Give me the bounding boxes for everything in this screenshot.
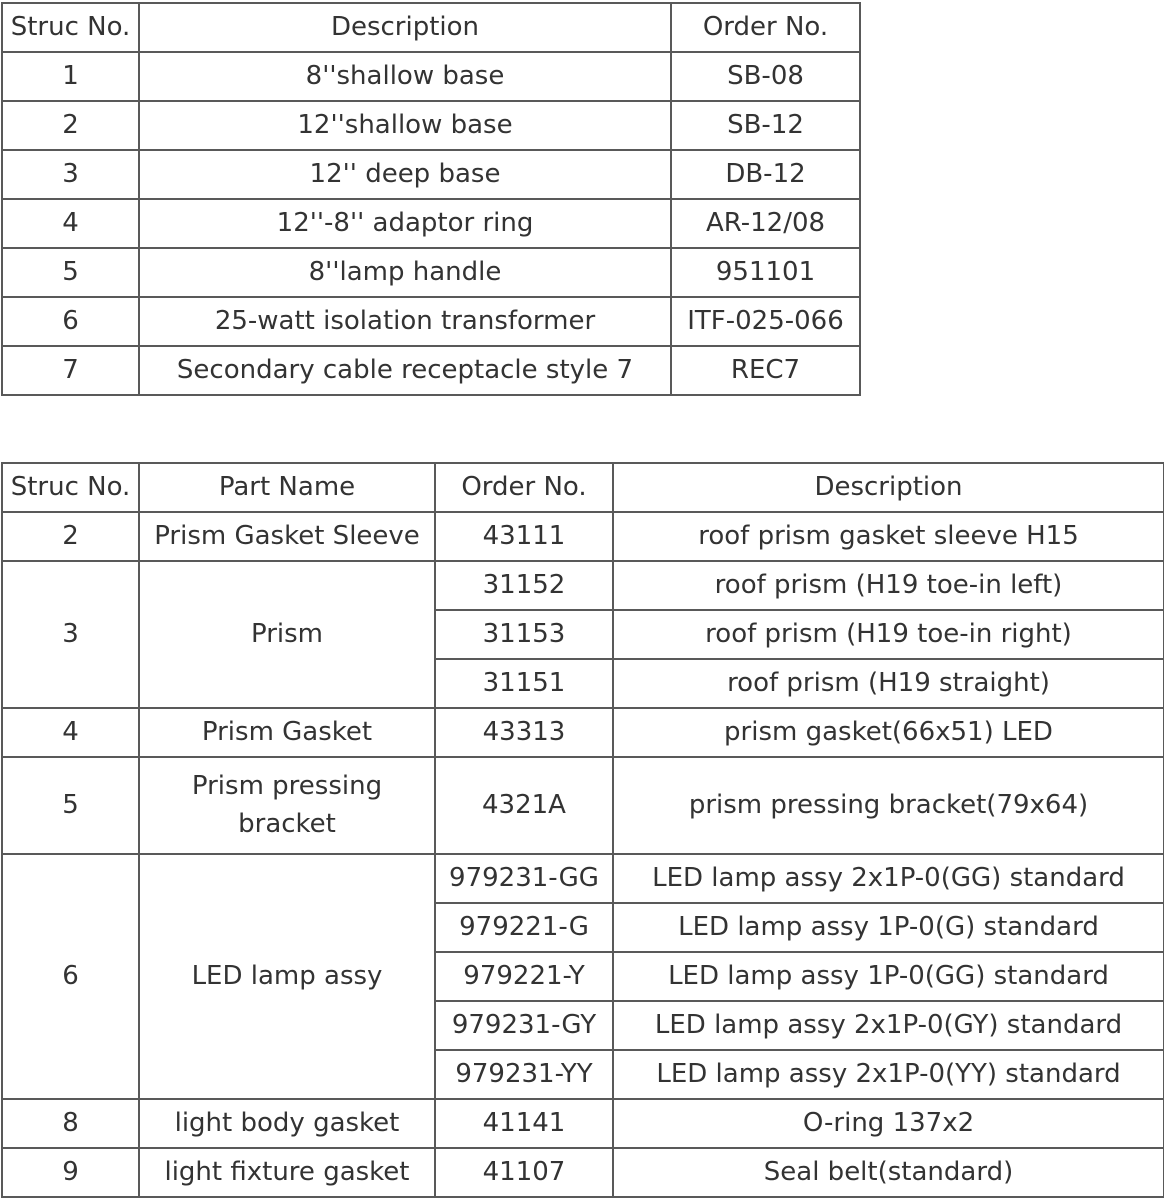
table-header-row xyxy=(2,463,1164,512)
struc-no-cell: 4 xyxy=(2,708,139,757)
column-header-description: Description xyxy=(613,463,1164,512)
table-row xyxy=(2,52,860,101)
part-name-cell: Prism xyxy=(139,561,435,708)
struc-no-cell: 3 xyxy=(2,150,139,199)
part-name-cell: LED lamp assy xyxy=(139,854,435,1099)
struc-no-cell: 6 xyxy=(2,297,139,346)
table-row xyxy=(2,561,1164,610)
description-cell: 25-watt isolation transformer xyxy=(139,297,671,346)
order-no-cell: 979221-Y xyxy=(435,952,613,1001)
order-no-cell: 43111 xyxy=(435,512,613,561)
description-cell: 8''lamp handle xyxy=(139,248,671,297)
description-cell: 12''-8'' adaptor ring xyxy=(139,199,671,248)
part-name-cell: Prism pressing bracket xyxy=(139,757,435,854)
order-no-cell: 41107 xyxy=(435,1148,613,1197)
struc-no-cell: 2 xyxy=(2,512,139,561)
table-row xyxy=(2,757,1164,854)
table-row xyxy=(2,150,860,199)
column-header-order-no: Order No. xyxy=(671,3,860,52)
table-row xyxy=(2,297,860,346)
description-cell: roof prism (H19 toe-in right) xyxy=(613,610,1164,659)
table-row xyxy=(2,101,860,150)
part-name-cell: light fixture gasket xyxy=(139,1148,435,1197)
description-cell: 12''shallow base xyxy=(139,101,671,150)
column-header-description: Description xyxy=(139,3,671,52)
description-cell: prism pressing bracket(79x64) xyxy=(613,757,1164,854)
description-cell: 12'' deep base xyxy=(139,150,671,199)
description-cell: LED lamp assy 1P-0(G) standard xyxy=(613,903,1164,952)
description-cell: roof prism (H19 toe-in left) xyxy=(613,561,1164,610)
column-header-part-name: Part Name xyxy=(139,463,435,512)
order-no-cell: 31151 xyxy=(435,659,613,708)
order-no-cell: 4321A xyxy=(435,757,613,854)
struc-no-cell: 7 xyxy=(2,346,139,395)
description-cell: LED lamp assy 2x1P-0(GY) standard xyxy=(613,1001,1164,1050)
struc-no-cell: 5 xyxy=(2,757,139,854)
description-cell: 8''shallow base xyxy=(139,52,671,101)
struc-no-cell: 2 xyxy=(2,101,139,150)
struc-no-cell: 5 xyxy=(2,248,139,297)
column-header-struc-no: Struc No. xyxy=(2,3,139,52)
table-row xyxy=(2,512,1164,561)
order-no-cell: 951101 xyxy=(671,248,860,297)
struc-no-cell: 1 xyxy=(2,52,139,101)
description-cell: roof prism gasket sleeve H15 xyxy=(613,512,1164,561)
description-cell: O-ring 137x2 xyxy=(613,1099,1164,1148)
description-cell: Secondary cable receptacle style 7 xyxy=(139,346,671,395)
description-cell: LED lamp assy 1P-0(GG) standard xyxy=(613,952,1164,1001)
description-cell: prism gasket(66x51) LED xyxy=(613,708,1164,757)
column-header-struc-no: Struc No. xyxy=(2,463,139,512)
struc-no-cell: 6 xyxy=(2,854,139,1099)
order-no-cell: SB-12 xyxy=(671,101,860,150)
order-no-cell: 43313 xyxy=(435,708,613,757)
base-parts-table xyxy=(1,2,861,396)
part-name-cell: Prism Gasket Sleeve xyxy=(139,512,435,561)
table-row xyxy=(2,248,860,297)
description-cell: Seal belt(standard) xyxy=(613,1148,1164,1197)
order-no-cell: SB-08 xyxy=(671,52,860,101)
struc-no-cell: 3 xyxy=(2,561,139,708)
struc-no-cell: 8 xyxy=(2,1099,139,1148)
table-row xyxy=(2,708,1164,757)
order-no-cell: ITF-025-066 xyxy=(671,297,860,346)
order-no-cell: 41141 xyxy=(435,1099,613,1148)
struc-no-cell: 4 xyxy=(2,199,139,248)
order-no-cell: REC7 xyxy=(671,346,860,395)
order-no-cell: AR-12/08 xyxy=(671,199,860,248)
part-name-cell: Prism Gasket xyxy=(139,708,435,757)
order-no-cell: 979231-GY xyxy=(435,1001,613,1050)
table-row xyxy=(2,854,1164,903)
order-no-cell: 31152 xyxy=(435,561,613,610)
lamp-parts-table xyxy=(1,462,1164,1198)
table-row xyxy=(2,1099,1164,1148)
description-cell: roof prism (H19 straight) xyxy=(613,659,1164,708)
column-header-order-no: Order No. xyxy=(435,463,613,512)
order-no-cell: 979231-GG xyxy=(435,854,613,903)
table-row xyxy=(2,1148,1164,1197)
order-no-cell: 979231-YY xyxy=(435,1050,613,1099)
table-row xyxy=(2,346,860,395)
description-cell: LED lamp assy 2x1P-0(YY) standard xyxy=(613,1050,1164,1099)
struc-no-cell: 9 xyxy=(2,1148,139,1197)
order-no-cell: 979221-G xyxy=(435,903,613,952)
order-no-cell: 31153 xyxy=(435,610,613,659)
table-header-row xyxy=(2,3,860,52)
order-no-cell: DB-12 xyxy=(671,150,860,199)
table-row xyxy=(2,199,860,248)
description-cell: LED lamp assy 2x1P-0(GG) standard xyxy=(613,854,1164,903)
part-name-cell: light body gasket xyxy=(139,1099,435,1148)
